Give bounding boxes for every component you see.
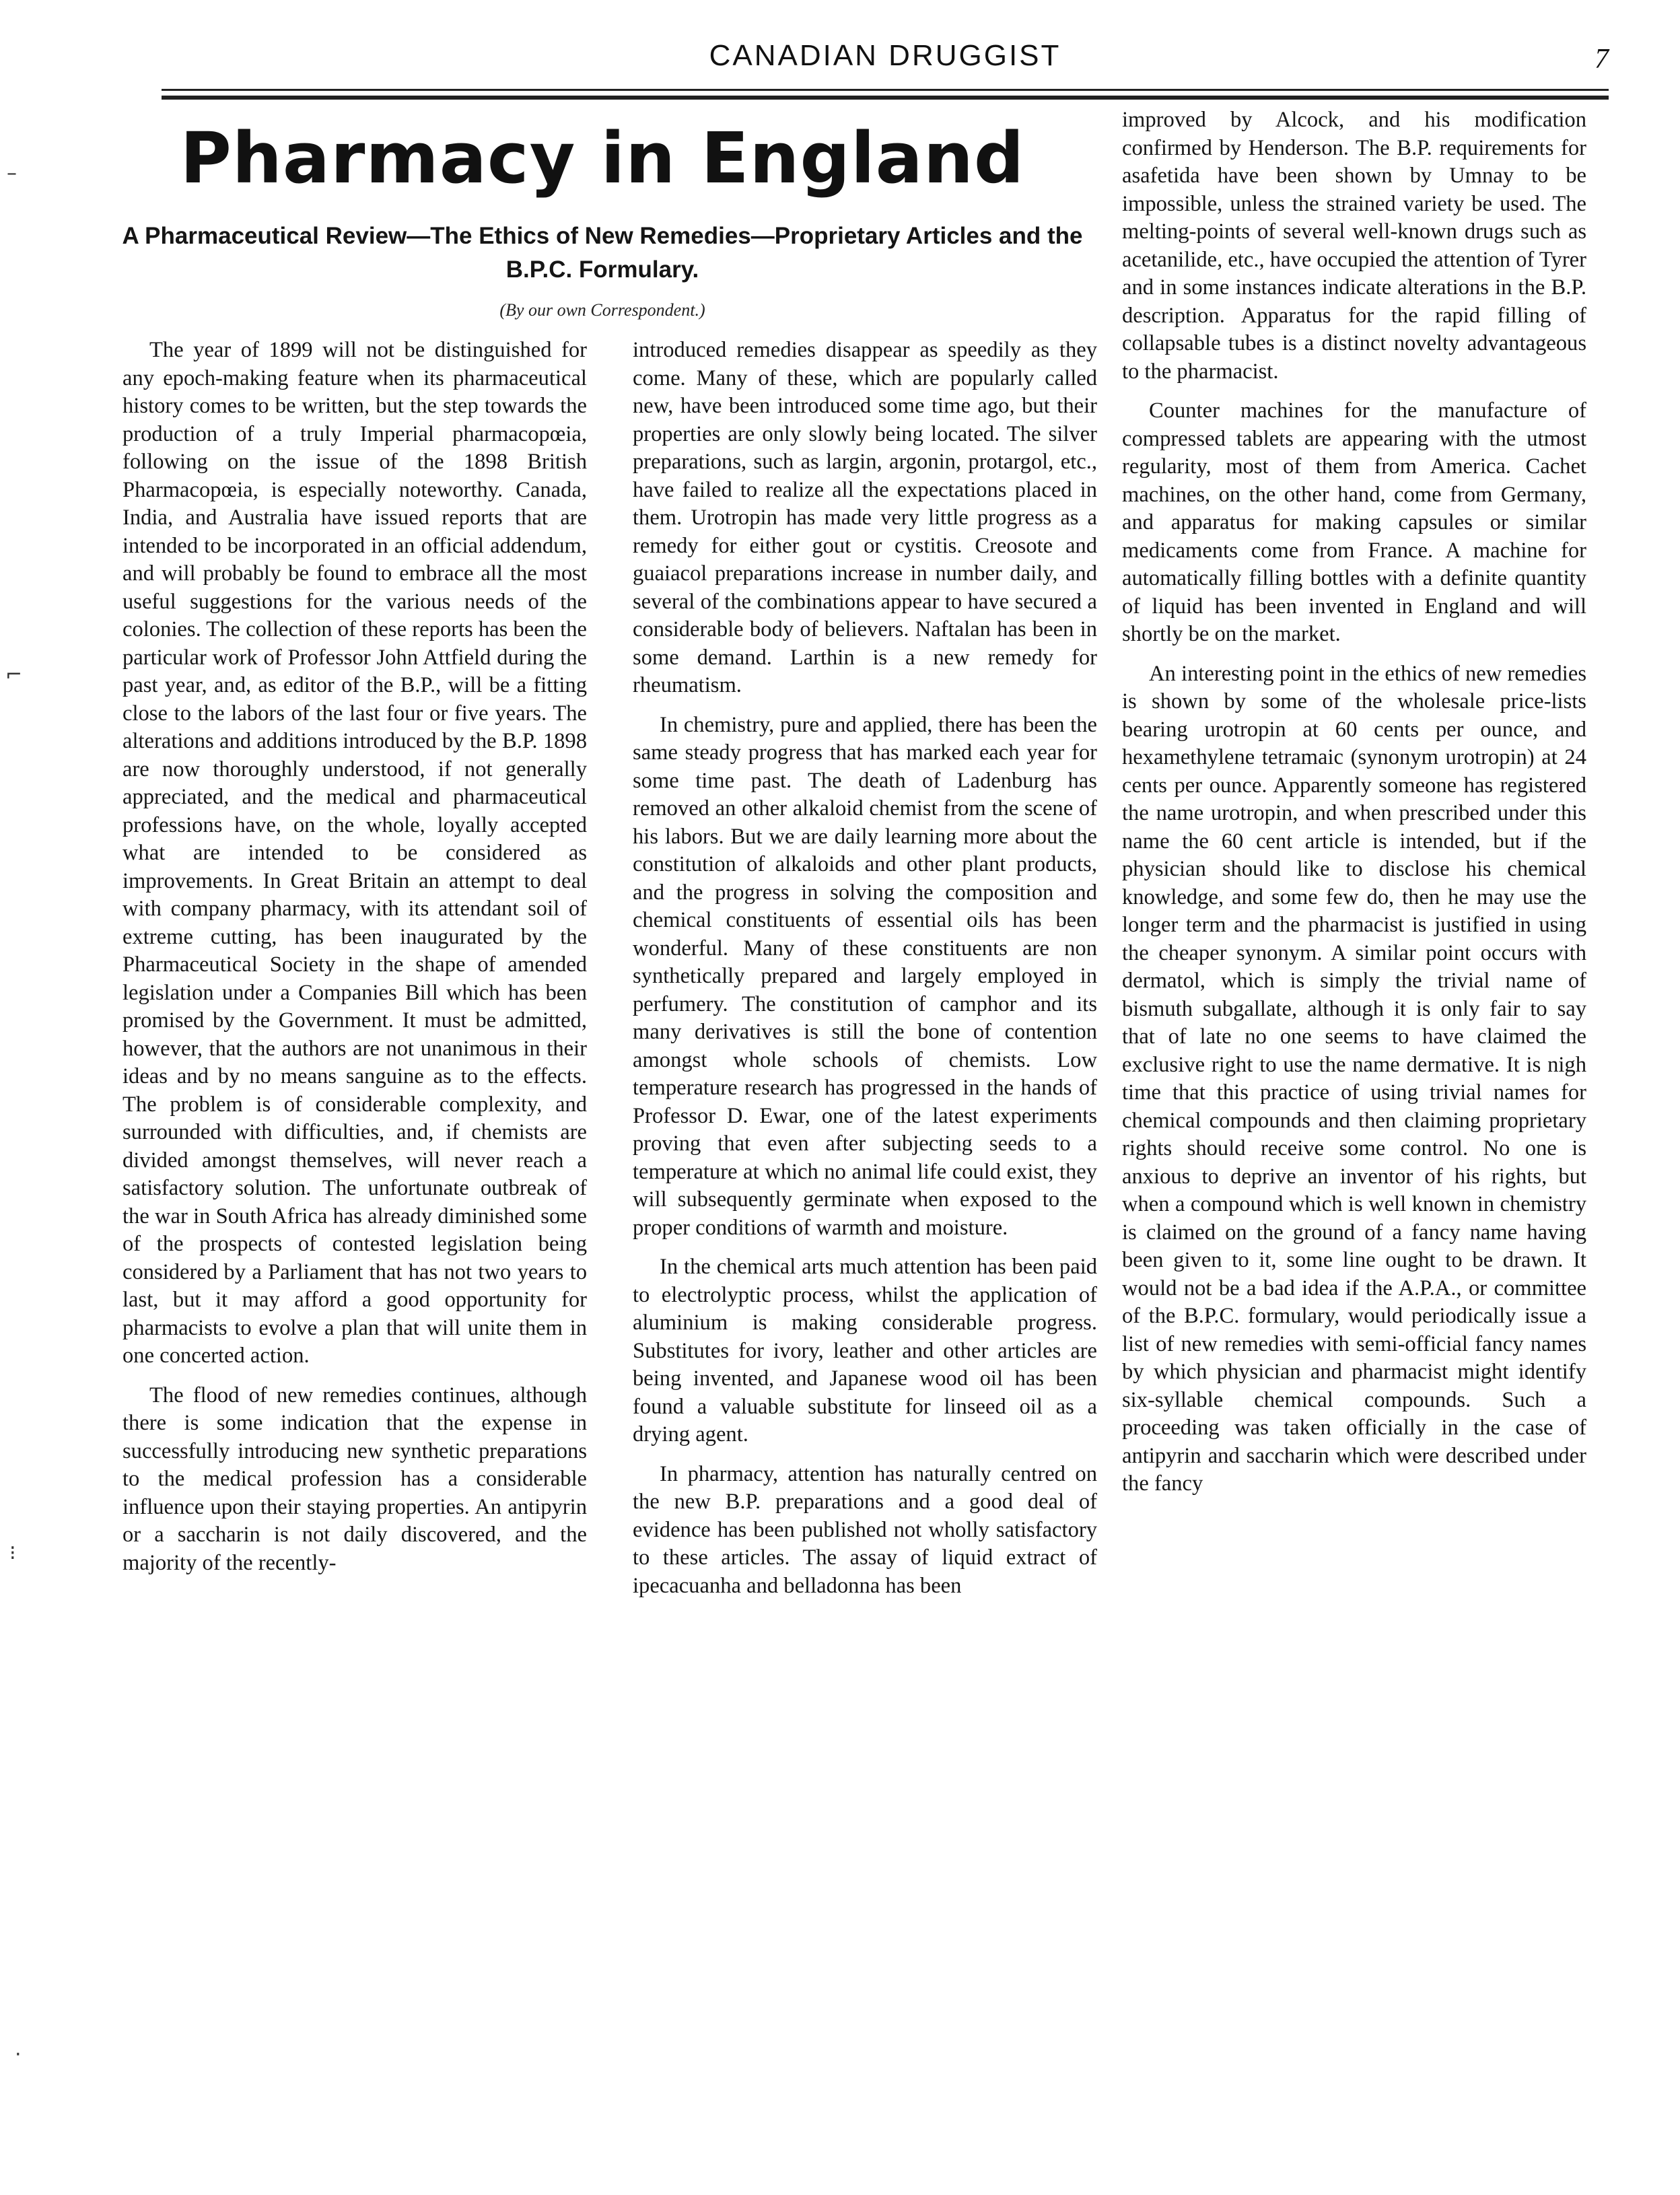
article-deck: A Pharmaceutical Review—The Ethics of New Remedies—Proprietary Articles and the B.P.C. Formulary. xyxy=(122,223,1083,283)
paragraph: Counter machines for the manufacture of compressed tablets are appearing with the utmost regularity, most of them from America. Cachet machines, on the other hand, come from Germany, and apparatus for making capsules or similar medicaments come from France. A machine for automatically filling bottles with a definite quantity of liquid has been invented in England and will shortly be on the market. xyxy=(1122,398,1586,646)
paragraph: In chemistry, pure and applied, there has been the same steady progress that has marked each year for some time past. The death of Ladenburg has removed an other alkaloid chemist from the scene of his labors. But we are daily learning more about the constitution of alkaloids and other plant products, and the progress in solving the composition and chemical constituents of essential oils has been wonderful. Many of these constituents are non synthetically prepared and largely employed in perfumery. The constitution of camphor and its many derivatives is still the bone of contention amongst whole schools of chemists. Low temperature research has progressed in the hands of Professor D. Ewar, one of the latest experiments proving that even after subjecting seeds to a temperature at which no animal life could exist, they will subsequently germinate when exposed to the proper conditions of warmth and moisture. xyxy=(633,712,1097,1240)
margin-dash-mark: – xyxy=(7,162,17,185)
text-column-3 xyxy=(1122,106,1586,1510)
margin-tick-mark: ⌐ xyxy=(5,663,23,687)
text-column-1 xyxy=(123,337,587,1589)
running-title: CANADIAN DRUGGIST xyxy=(709,39,1061,72)
paragraph: In the chemical arts much attention has been paid to electrolyptic process, whilst the application of aluminium is making considerable progress. Substitutes for ivory, leather and other articles are being invented, and Japanese wood oil has been found a valuable substitute for linseed oil as a drying agent. xyxy=(633,1255,1097,1447)
header-rule-thick xyxy=(162,96,1609,100)
running-header xyxy=(162,34,1609,88)
paragraph: In pharmacy, attention has naturally centred on the new B.P. preparations and a good deal of evidence has been published not wholly satisfactory to these articles. The assay of liquid extract of ipecacuanha and belladonna has been xyxy=(633,1461,1097,1598)
article-headline: Pharmacy in England xyxy=(180,117,1025,199)
paragraph: The year of 1899 will not be distinguished for any epoch-making feature when its pharmaceutical history comes to be written, but the step towards the production of a truly Imperial pharmacopœia, following on the issue of the 1898 British Pharmacopœia, is especially noteworthy. Canada, India, and Australia have issued reports that are intended to be incorporated in an official addendum, and will probably be found to embrace all the most useful suggestions for the various needs of the colonies. The collection of these reports has been the particular work of Professor John Attfield during the past year, and, as editor of the B.P., will be a fitting close to the labors of the last four or five years. The alterations and additions introduced by the B.P. 1898 are now thoroughly understood, if not generally appreciated, and the medical and pharmaceutical professions have, on the whole, loyally accepted what are intended to be considered as improvements. In Great Britain an attempt to deal with company pharmacy, with its attendant soil of extreme cutting, has been inaugurated by the Pharmaceutical Society in the shape of amended legislation under a Companies Bill which has been promised by the Government. It must be admitted, however, that the authors are not unanimous in their ideas and by no means sanguine as to the effects. The problem is of considerable complexity, and surrounded with difficulties, and, if chemists are divided amongst themselves, will never reach a satisfactory solution. The unfortunate outbreak of the war in South Africa has already diminished some of the prospects of contested legislation being considered by a Parliament that has not two years to last, but it may afford a good opportunity for pharmacists to evolve a plan that will unite them in one concerted action. xyxy=(123,338,587,1368)
margin-scratch-mark: ⁝ xyxy=(9,1541,16,1565)
paragraph: improved by Alcock, and his modification confirmed by Henderson. The B.P. requirements for asafetida have been shown by Umnay to be impossible, unless the strained variety be used. The melting-points of several well-known drugs such as acetanilide, etc., have occupied the attention of Tyrer and in some instances indicate alterations in the B.P. description. Apparatus for the rapid filling of collapsable tubes is a distinct novelty advantageous to the pharmacist. xyxy=(1122,108,1586,384)
paragraph: introduced remedies disappear as speedily as they come. Many of these, which are popularly called new, have been introduced some time ago, but their properties are only slowly being located. The silver preparations, such as largin, argonin, protargol, etc., have failed to realize all the expectations placed in them. Urotropin has made very little progress as a remedy for either gout or cystitis. Creosote and guaiacol preparations increase in number daily, and several of the combinations appear to have secured a considerable body of believers. Naftalan has been in some demand. Larthin is a new remedy for rheumatism. xyxy=(633,338,1097,697)
page-number: 7 xyxy=(1595,44,1609,75)
article-heading xyxy=(94,114,1111,320)
text-column-2 xyxy=(633,337,1097,1611)
paragraph: An interesting point in the ethics of new remedies is shown by some of the wholesale price-lists bearing urotropin at 60 cents per ounce, and hexamethylene tetramaic (synonym urotropin) at 24 cents per ounce. Apparently someone has registered the name urotropin, and when prescribed under this name the 60 cent article is intended, but if the physician should like to disclose his chemical knowledge, and some few do, then he may use the longer term and the pharmacist is justified in using the cheaper synonym. A similar point occurs with dermatol, which is simply the trivial name of bismuth subgallate, although it is only fair to say that of late no one seems to have claimed the exclusive right to use the name dermative. It is nigh time that this practice of using trivial names for chemical compounds and then claiming proprietary rights should receive some control. No one is anxious to deprive an inventor of his rights, but when a compound which is well known in chemistry is claimed on the ground of a fancy name having been given to it, some line ought to be drawn. It would not be a bad idea if the A.P.A., or committee of the B.P.C. formulary, would periodically issue a list of new remedies with semi-official fancy names by which physician and pharmacist might identify six-syllable chemical compounds. Such a proceeding was taken officially in the case of antipyrin and saccharin which were described under the fancy xyxy=(1122,661,1586,1496)
margin-dot-mark: · xyxy=(15,2043,22,2066)
header-rule-thin xyxy=(162,89,1609,91)
paragraph: The flood of new remedies continues, although there is some indication that the expense in successfully introducing new synthetic preparations to the medical profession has a considerable influence upon their staying properties. An antipyrin or a saccharin is not daily discovered, and the majority of the recently- xyxy=(123,1383,587,1575)
article-byline: (By our own Correspondent.) xyxy=(499,300,705,320)
